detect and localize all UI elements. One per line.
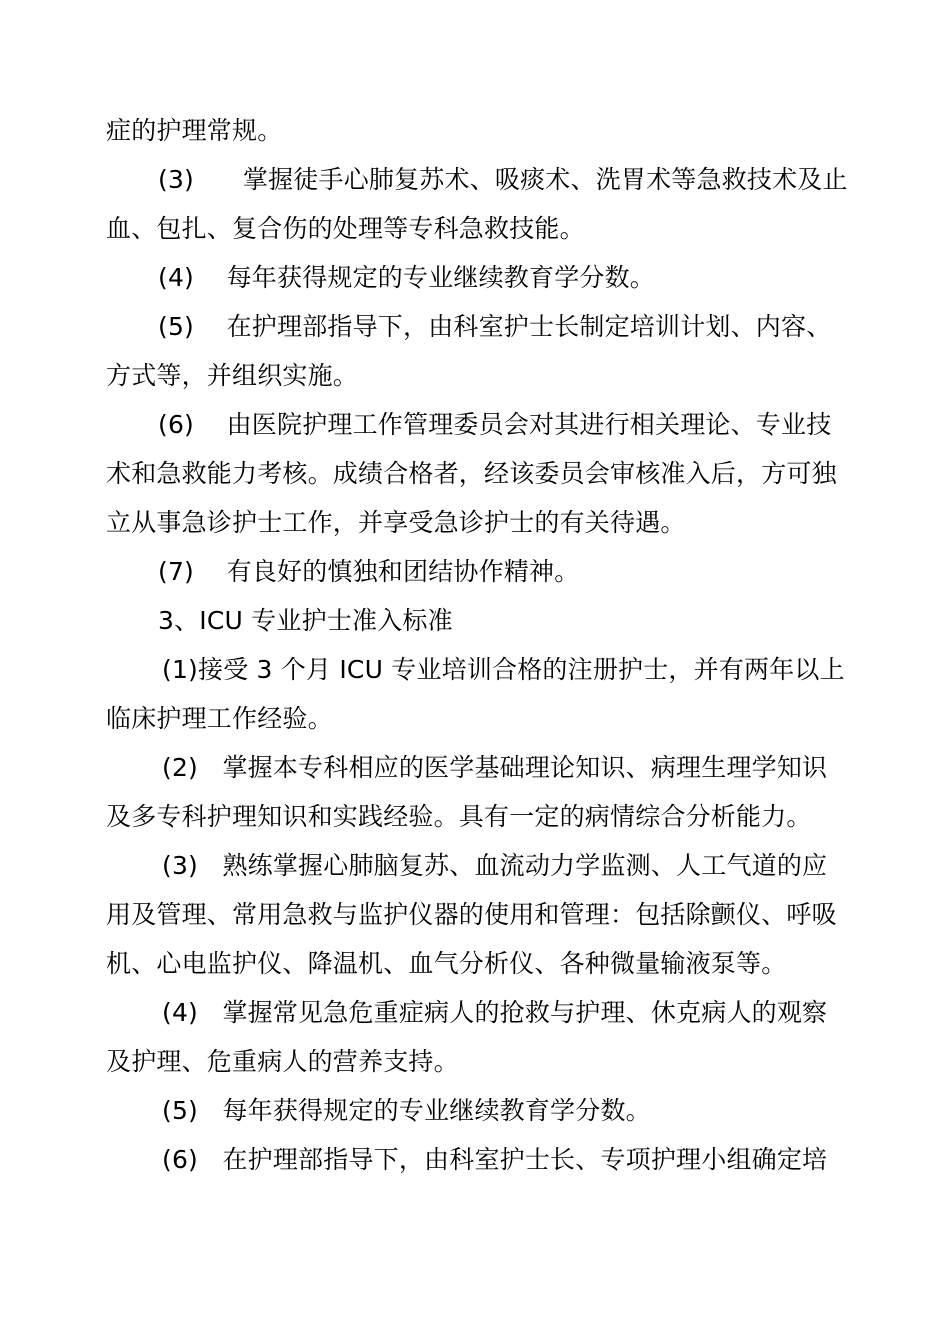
text-line: (5) 在护理部指导下，由科室护士长制定培训计划、内容、 xyxy=(158,312,832,341)
text-line: 临床护理工作经验。 xyxy=(106,704,333,733)
text-line: (3) 熟练掌握心肺脑复苏、血流动力学监测、人工气道的应 xyxy=(162,851,828,880)
section-heading: 3、ICU 专业护士准入标准 xyxy=(158,606,453,635)
text-line: 立从事急诊护士工作，并享受急诊护士的有关待遇。 xyxy=(106,508,686,537)
text-line: 血、包扎、复合伤的处理等专科急救技能。 xyxy=(106,214,585,243)
text-line: 及多专科护理知识和实践经验。具有一定的病情综合分析能力。 xyxy=(106,802,812,831)
text-line: 方式等，并组织实施。 xyxy=(106,361,359,390)
text-line: (4) 每年获得规定的专业继续教育学分数。 xyxy=(158,263,656,292)
text-line: (2) 掌握本专科相应的医学基础理论知识、病理生理学知识 xyxy=(162,753,828,782)
text-line: 症的护理常规。 xyxy=(106,116,283,145)
text-line: (4) 掌握常见急危重症病人的抢救与护理、休克病人的观察 xyxy=(162,998,828,1027)
text-line: (6) 由医院护理工作管理委员会对其进行相关理论、专业技 xyxy=(158,410,832,439)
text-line: (7) 有良好的慎独和团结协作精神。 xyxy=(158,557,580,586)
text-line: (6) 在护理部指导下，由科室护士长、专项护理小组确定培 xyxy=(162,1145,828,1174)
text-line: 机、心电监护仪、降温机、血气分析仪、各种微量输液泵等。 xyxy=(106,949,787,978)
text-line: (1)接受 3 个月 ICU 专业培训合格的注册护士，并有两年以上 xyxy=(162,655,845,684)
text-line: 及护理、危重病人的营养支持。 xyxy=(106,1047,459,1076)
text-line: (3) 掌握徒手心肺复苏术、吸痰术、洗胃术等急救技术及止 xyxy=(158,165,848,194)
text-line: 用及管理、常用急救与监护仪器的使用和管理：包括除颤仪、呼吸 xyxy=(106,900,837,929)
text-line: 术和急救能力考核。成绩合格者，经该委员会审核准入后，方可独 xyxy=(106,459,837,488)
text-line: (5) 每年获得规定的专业继续教育学分数。 xyxy=(162,1096,651,1125)
